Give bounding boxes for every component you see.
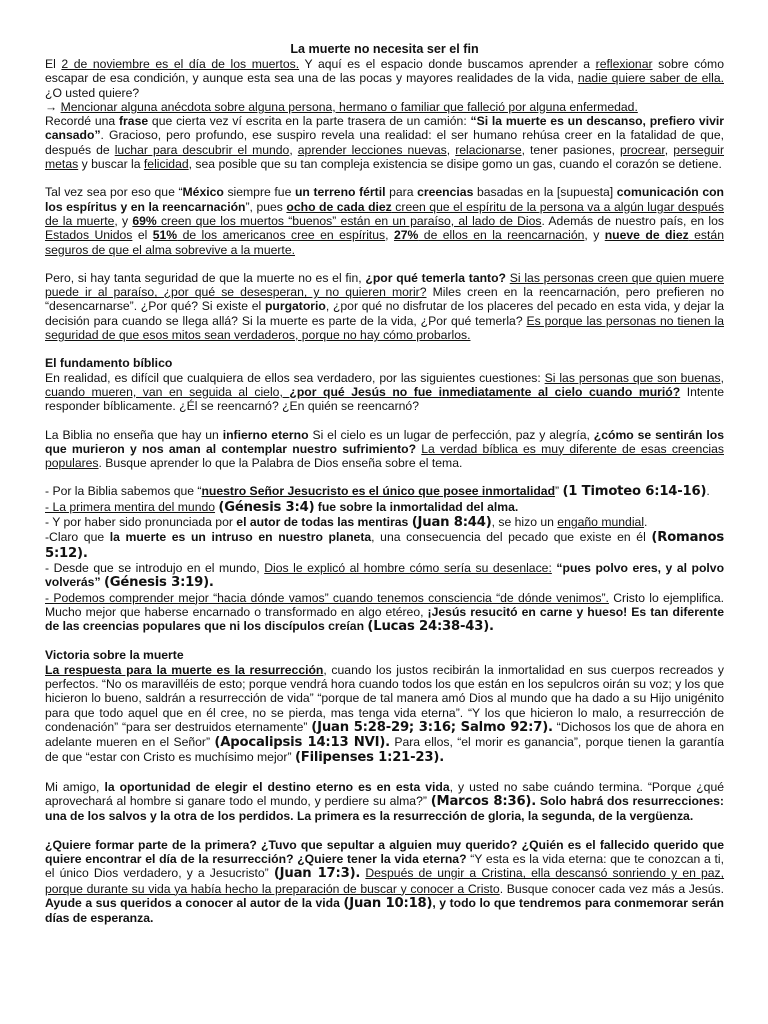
scripture-reference: (Génesis 3:19). <box>103 575 214 591</box>
emphasis-text: el autor de todas las mentiras <box>236 515 409 530</box>
scripture-reference: (Lucas 24:38-43). <box>367 619 494 635</box>
underlined-text: creen que el espíritu de la persona va a algún lugar después de la muerte <box>45 199 724 228</box>
text-run: “Dichosos los que de ahora en adelante mueren en el Señor” <box>45 719 725 750</box>
emphasis-text: nueve de diez <box>604 228 689 243</box>
underlined-text: relacionarse <box>455 142 522 157</box>
scripture-reference: (Marcos 8:36). <box>430 794 537 810</box>
paragraph-spacer <box>45 470 724 484</box>
emphasis-text: comunicación con los espíritus y en la reencarnación <box>45 185 725 214</box>
underlined-text: Estados Unidos <box>45 228 133 243</box>
scripture-reference: (Génesis 3:4) <box>218 499 315 515</box>
text-run: Cristo lo ejemplifica. Mucho mejor que haberse encarnado o transformado en algo etéreo, <box>45 590 725 619</box>
underlined-text: La verdad bíblica es muy diferente de esas creencias populares <box>45 441 724 471</box>
text-run: , <box>664 142 674 157</box>
paragraph-spacer <box>45 766 724 780</box>
paragraph <box>45 780 724 824</box>
underlined-text: Es porque las personas no tienen la seguridad de que esos mitos sean verdaderos, porque no hay cómo probarlos. <box>45 313 724 343</box>
emphasis-text: frase <box>119 114 149 129</box>
scripture-reference: (Romanos 5:12). <box>45 530 724 561</box>
text-run: y buscar la <box>78 157 144 172</box>
text-run: - Desde que se introdujo en el mundo, <box>45 560 265 575</box>
text-run: , <box>385 228 394 243</box>
emphasis-text: ¿cómo se sentirán los que murieron y nos aman al contemplar nuestro sufrimiento? <box>45 427 724 456</box>
text-run: El <box>45 57 62 71</box>
paragraph <box>45 428 724 471</box>
text-run: En realidad, es difícil que cualquiera de ellos sea verdadero, por las siguientes cuestiones: <box>45 370 545 385</box>
underlined-text: Mencionar alguna anécdota sobre alguna persona, hermano o familiar que falleció por alguna enfermedad. <box>60 99 638 114</box>
text-run: Y aquí es el espacio donde buscamos aprender a <box>299 57 596 71</box>
text-run: sobre cómo escapar de esa condición, y aunque esta sea una de las pocas y mayores realidades de la vida, <box>45 57 724 86</box>
emphasis-text: ¿por qué temerla tanto? <box>365 270 506 285</box>
underlined-text: felicidad <box>143 157 189 172</box>
underlined-text: de los americanos cree en espíritus <box>177 228 386 243</box>
text-run: , tener pasiones, <box>521 142 621 157</box>
text-run: Para ellos, “el morir es ganancia”, porque tienen la garantía de que “estar con Cristo es muchísimo mejor” <box>45 735 724 765</box>
text-run: “Y esta es la vida eterna: que te conozcan a ti, el único Dios verdadero, y a Jesucristo” <box>45 851 724 881</box>
underlined-text: nadie quiere saber de ella. <box>577 71 724 86</box>
underlined-text: luchar para descubrir el mundo <box>114 142 290 157</box>
text-run: . Además de nuestro país, en los <box>541 213 724 228</box>
emphasis-text: purgatorio <box>264 299 326 314</box>
emphasis-text: la muerte es un intruso en nuestro planeta <box>109 530 372 545</box>
emphasis-text: México <box>182 185 224 200</box>
emphasis-text: nuestro Señor Jesucristo es el único que posee inmortalidad <box>201 484 556 499</box>
paragraph <box>45 530 724 561</box>
paragraph <box>45 838 724 926</box>
text-run: La Biblia no enseña que hay un <box>45 427 223 442</box>
underlined-text: reflexionar <box>595 57 653 71</box>
emphasis-text: La respuesta para la muerte es la resurrección <box>45 662 324 677</box>
underlined-text: engaño mundial <box>557 515 645 530</box>
emphasis-text: ¡Jesús resucitó en carne y hueso! Es tan diferente de las creencias populares que ni los discípulos creían <box>45 604 725 634</box>
underlined-text: procrear <box>620 142 665 157</box>
text-run: que cierta vez ví escrita en la parte trasera de un camión: <box>148 114 471 129</box>
emphasis-text: 51% <box>152 228 178 243</box>
paragraph-spacer <box>45 414 724 428</box>
paragraph-spacer <box>45 342 724 356</box>
emphasis-text: 69% <box>132 213 157 228</box>
text-run: , cuando los justos recibirán la inmortalidad en sus cuerpos recreados y perfectos. “No os maravilléis de esto; porque vendrá hora cuando todos los que están en los sepulcros oirán su voz; y los que hicieron lo bueno, saldrán a resurrección de vida” “porque de tal manera amó Dios al mundo que ha dado a su Hijo unigénito para que todo aquel que en él cree, no se pierda, mas tenga vida eterna”. “Y los que hicieron lo malo, a resurrección de condenación” “para ser destruidos eternamente” <box>45 662 724 734</box>
paragraph <box>45 663 724 766</box>
paragraph <box>45 57 724 100</box>
text-run: ¿O usted quiere? <box>45 85 140 100</box>
paragraph-spacer <box>45 257 724 271</box>
underlined-text: Si las personas creen que quien muere puede ir al paraíso, ¿por qué se desesperan, y no quieren morir? <box>45 270 724 300</box>
text-run: ”, pues <box>245 199 287 214</box>
text-run: ” <box>555 484 563 499</box>
paragraph-spacer <box>45 171 724 185</box>
paragraph <box>45 591 724 635</box>
emphasis-text: 27% <box>393 228 419 243</box>
underlined-text: Después de ungir a Cristina, ella descansó sonriendo y en paz, porque durante su vida ya había hecho la preparación de buscar y conocer a Cristo <box>45 866 725 896</box>
emphasis-text: “Si la muerte es un descanso, prefiero vivir cansado” <box>45 114 724 143</box>
section-heading: El fundamento bíblico <box>45 356 173 371</box>
text-run: , <box>446 142 456 157</box>
text-run: Mi amigo, <box>45 779 105 794</box>
text-run: - Por la Biblia sabemos que “ <box>45 484 202 499</box>
paragraph-spacer <box>45 634 724 648</box>
text-run: -Claro que <box>45 530 110 545</box>
emphasis-text: ocho de cada diez <box>286 199 392 214</box>
scripture-reference: (Filipenses 1:21-23). <box>294 750 445 766</box>
paragraph <box>45 185 724 256</box>
paragraph <box>45 500 724 515</box>
underlined-text: perseguir metas <box>45 142 725 172</box>
text-run: → <box>45 99 61 114</box>
text-run: , y <box>584 228 605 243</box>
paragraph <box>45 561 724 591</box>
emphasis-text: infierno eterno <box>222 427 309 442</box>
emphasis-text: creencias <box>417 185 474 200</box>
scripture-reference: (Juan 10:18) <box>343 895 433 911</box>
emphasis-text: un terreno fértil <box>294 185 386 200</box>
underlined-text: Si las personas que son buenas, cuando mueren, van en seguida al cielo, <box>45 370 724 399</box>
paragraph-spacer <box>45 824 724 838</box>
paragraph <box>45 515 724 530</box>
emphasis-text: Ayude a sus queridos a conocer al autor de la vida <box>45 895 340 910</box>
text-run: el <box>132 228 153 243</box>
underlined-text: Dios le explicó al hombre cómo sería su desenlace: <box>264 560 552 575</box>
document-title: La muerte no necesita ser el fin <box>290 42 479 56</box>
underlined-text: creen que los muertos “buenos” están en un paraíso, al lado de Dios <box>156 213 542 228</box>
text-run: basadas en la [supuesta] <box>473 185 617 200</box>
text-run: , una consecuencia del pecado que existe en él <box>371 530 652 545</box>
emphasis-text: , y todo lo que tendremos para conmemorar serán días de esperanza. <box>45 895 725 926</box>
paragraph <box>45 114 724 171</box>
underlined-text: 2 de noviembre es el día de los muertos. <box>61 57 300 71</box>
text-run: Recordé una <box>45 114 119 129</box>
document-body <box>45 57 724 925</box>
text-run: , se hizo un <box>491 515 558 530</box>
text-run: Miles creen en la reencarnación, pero prefieren no “desencarnarse”. ¿Por qué? Si existe el <box>45 285 724 314</box>
emphasis-text: la oportunidad de elegir el destino eterno es en esta vida <box>104 779 450 794</box>
text-run: - Y por haber sido pronunciada por <box>45 515 237 530</box>
text-run: . Busque aprender lo que la Palabra de Dios enseña sobre el tema. <box>98 456 463 471</box>
text-run: . Gracioso, pero profundo, ese suspiro revela una realidad: el ser humano rehúsa creer en la fatalidad de que, después de <box>45 128 724 157</box>
text-run: Tal vez sea por eso que “ <box>45 185 183 200</box>
text-run: Pero, si hay tanta seguridad de que la muerte no es el fin, <box>45 270 366 285</box>
text-run: , y usted no sabe cuándo termina. “Porque ¿qué aprovechará al hombre si ganare todo el mundo, y perdiere su alma?” <box>45 779 724 809</box>
text-run: . <box>644 515 648 530</box>
emphasis-text: Solo habrá dos resurrecciones: una de los salvos y la otra de los perdidos. La primera es la resurrección de gloria, la segunda, de la vergüenza. <box>45 794 724 824</box>
text-run: , sea posible que su tan compleja existencia se disipe gomo un gas, cuando el corazón se detiene. <box>188 157 722 172</box>
text-run: siempre fue <box>223 185 295 200</box>
text-run: . <box>706 484 710 499</box>
paragraph <box>45 484 724 499</box>
scripture-reference: (Juan 8:44) <box>411 515 492 531</box>
underlined-text: aprender lecciones nuevas <box>297 142 447 157</box>
emphasis-text: “pues polvo eres, y al polvo volverás” <box>45 560 725 590</box>
paragraph <box>45 371 724 414</box>
emphasis-text: fue sobre la inmortalidad del alma. <box>314 499 519 514</box>
text-run: , <box>289 142 298 157</box>
scripture-reference: (Apocalipsis 14:13 NVI). <box>214 735 390 751</box>
text-run: para <box>385 185 418 200</box>
underlined-text: están seguros de que el alma sobrevive a la muerte. <box>45 228 724 257</box>
emphasis-text: ¿por qué Jesús no fue inmediatamente al cielo cuando murió? <box>289 384 681 399</box>
text-run: , ¿por qué no disfrutar de los placeres del pecado en esta vida, y dejar la decisión para cuando se llega allá? Si la muerte es parte de la vida, ¿Por qué temerla? <box>45 299 724 328</box>
text-run: Intente responder bíblicamente. ¿Él se reencarnó? ¿En quién se reencarnó? <box>45 384 724 414</box>
paragraph <box>45 100 724 114</box>
scripture-reference: (1 Timoteo 6:14-16) <box>562 484 707 500</box>
section-heading: Victoria sobre la muerte <box>45 648 184 663</box>
underlined-text: de ellos en la reencarnación <box>418 228 585 243</box>
text-run: Si el cielo es un lugar de perfección, paz y alegría, <box>308 427 594 442</box>
underlined-text: - La primera mentira del mundo <box>45 499 216 514</box>
text-run: . Busque conocer cada vez más a Jesús. <box>499 881 725 896</box>
paragraph <box>45 271 724 342</box>
scripture-reference: (Juan 5:28-29; 3:16; Salmo 92:7). <box>311 719 553 735</box>
emphasis-text: ¿Quiere formar parte de la primera? ¿Tuvo que sepultar a alguien muy querido? ¿Quién es el fallecido querido que quiere encontrar el día de la resurrección? ¿Quiere tener la vida eterna? <box>45 837 724 866</box>
scripture-reference: (Juan 17:3). <box>273 866 361 882</box>
underlined-text: - Podemos comprender mejor “hacia dónde vamos” cuando tenemos consciencia “de dónde venimos”. <box>45 590 609 605</box>
text-run: , y <box>114 213 133 228</box>
